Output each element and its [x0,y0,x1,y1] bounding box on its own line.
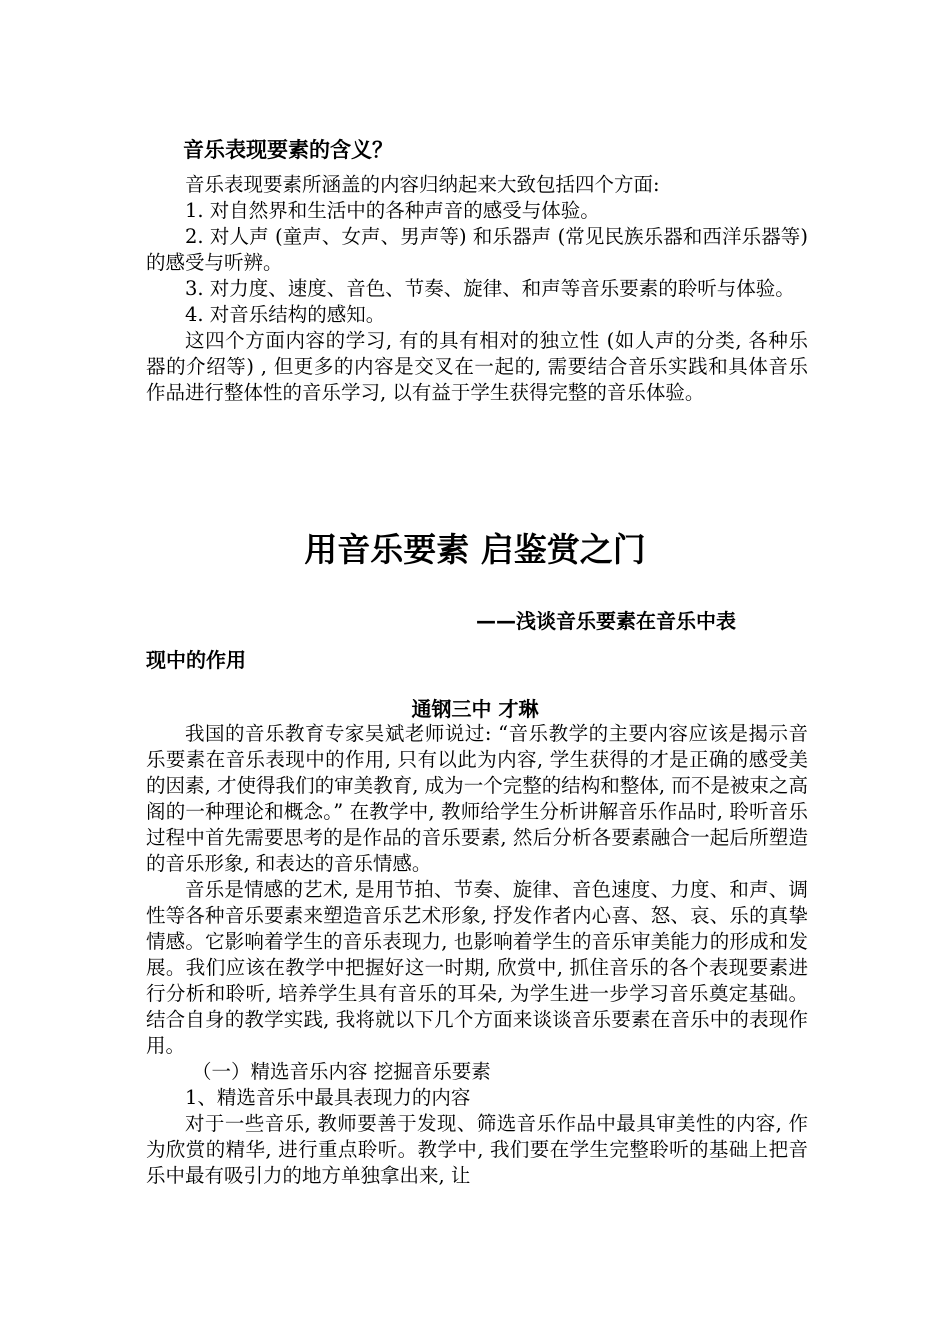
body-paragraph: 我国的音乐教育专家吴斌老师说过: “音乐教学的主要内容应该是揭示音乐要素在音乐表现中的作用, 只有以此为内容, 学生获得的才是正确的感受美的因素, 才使得我们的审美教育, 成为一个完整的结构和整体, 而不是被束之高阁的一种理论和概念。” 在教学中, 教师给学生分析讲解音乐作品时, 聆听音乐过程中首先需要思考的是作品的音乐要素, 然后分析各要素融合一起后所塑造的音乐形象, 和表达的音乐情感。 [146,722,808,875]
list-item: 3. 对力度、速度、音色、节奏、旋律、和声等音乐要素的聆听与体验。 [185,277,795,300]
intro-paragraph: 音乐表现要素所涵盖的内容归纳起来大致包括四个方面: [185,173,660,196]
list-item: 4. 对音乐结构的感知。 [185,303,386,326]
section-body [146,172,808,406]
body-paragraph: 对于一些音乐, 教师要善于发现、筛选音乐作品中最具审美性的内容, 作为欣赏的精华, 进行重点聆听。教学中, 我们要在学生完整聆听的基础上把音乐中最有吸引力的地方单独拿出来, 让 [146,1112,808,1187]
closing-paragraph: 这四个方面内容的学习, 有的具有相对的独立性 (如人声的分类, 各种乐器的介绍等) , 但更多的内容是交叉在一起的, 需要结合音乐实践和具体音乐作品进行整体性的音乐学习, 以有益于学生获得完整的音乐体验。 [146,329,808,404]
list-item: 2. 对人声 (童声、女声、男声等) 和乐器声 (常见民族乐器和西洋乐器等) 的感受与听辨。 [146,225,808,274]
author-line: 通钢三中 才琳 [411,697,539,721]
article-subtitle-line2: 现中的作用 [146,648,246,672]
list-item: 1. 对自然界和生活中的各种声音的感受与体验。 [185,199,600,222]
article-body [146,721,808,1189]
subsection-heading: 1、精选音乐中最具表现力的内容 [185,1086,471,1109]
body-paragraph: 音乐是情感的艺术, 是用节拍、节奏、旋律、音色速度、力度、和声、调性等各种音乐要素来塑造音乐艺术形象, 抒发作者内心喜、怒、哀、乐的真挚情感。它影响着学生的音乐表现力, 也影响着学生的音乐审美能力的形成和发展。我们应该在教学中把握好这一时期, 欣赏中, 抓住音乐的各个表现要素进行分析和聆听, 培养学生具有音乐的耳朵, 为学生进一步学习音乐奠定基础。结合自身的教学实践, 我将就以下几个方面来谈谈音乐要素在音乐中的表现作用。 [146,878,808,1057]
section-heading: 音乐表现要素的含义？ [183,138,393,162]
article-title: 用音乐要素 启鉴赏之门 [304,530,646,569]
section-subheading: （一）精选音乐内容 挖掘音乐要素 [192,1060,491,1083]
article-subtitle-line1: ——浅谈音乐要素在音乐中表 [476,609,736,633]
